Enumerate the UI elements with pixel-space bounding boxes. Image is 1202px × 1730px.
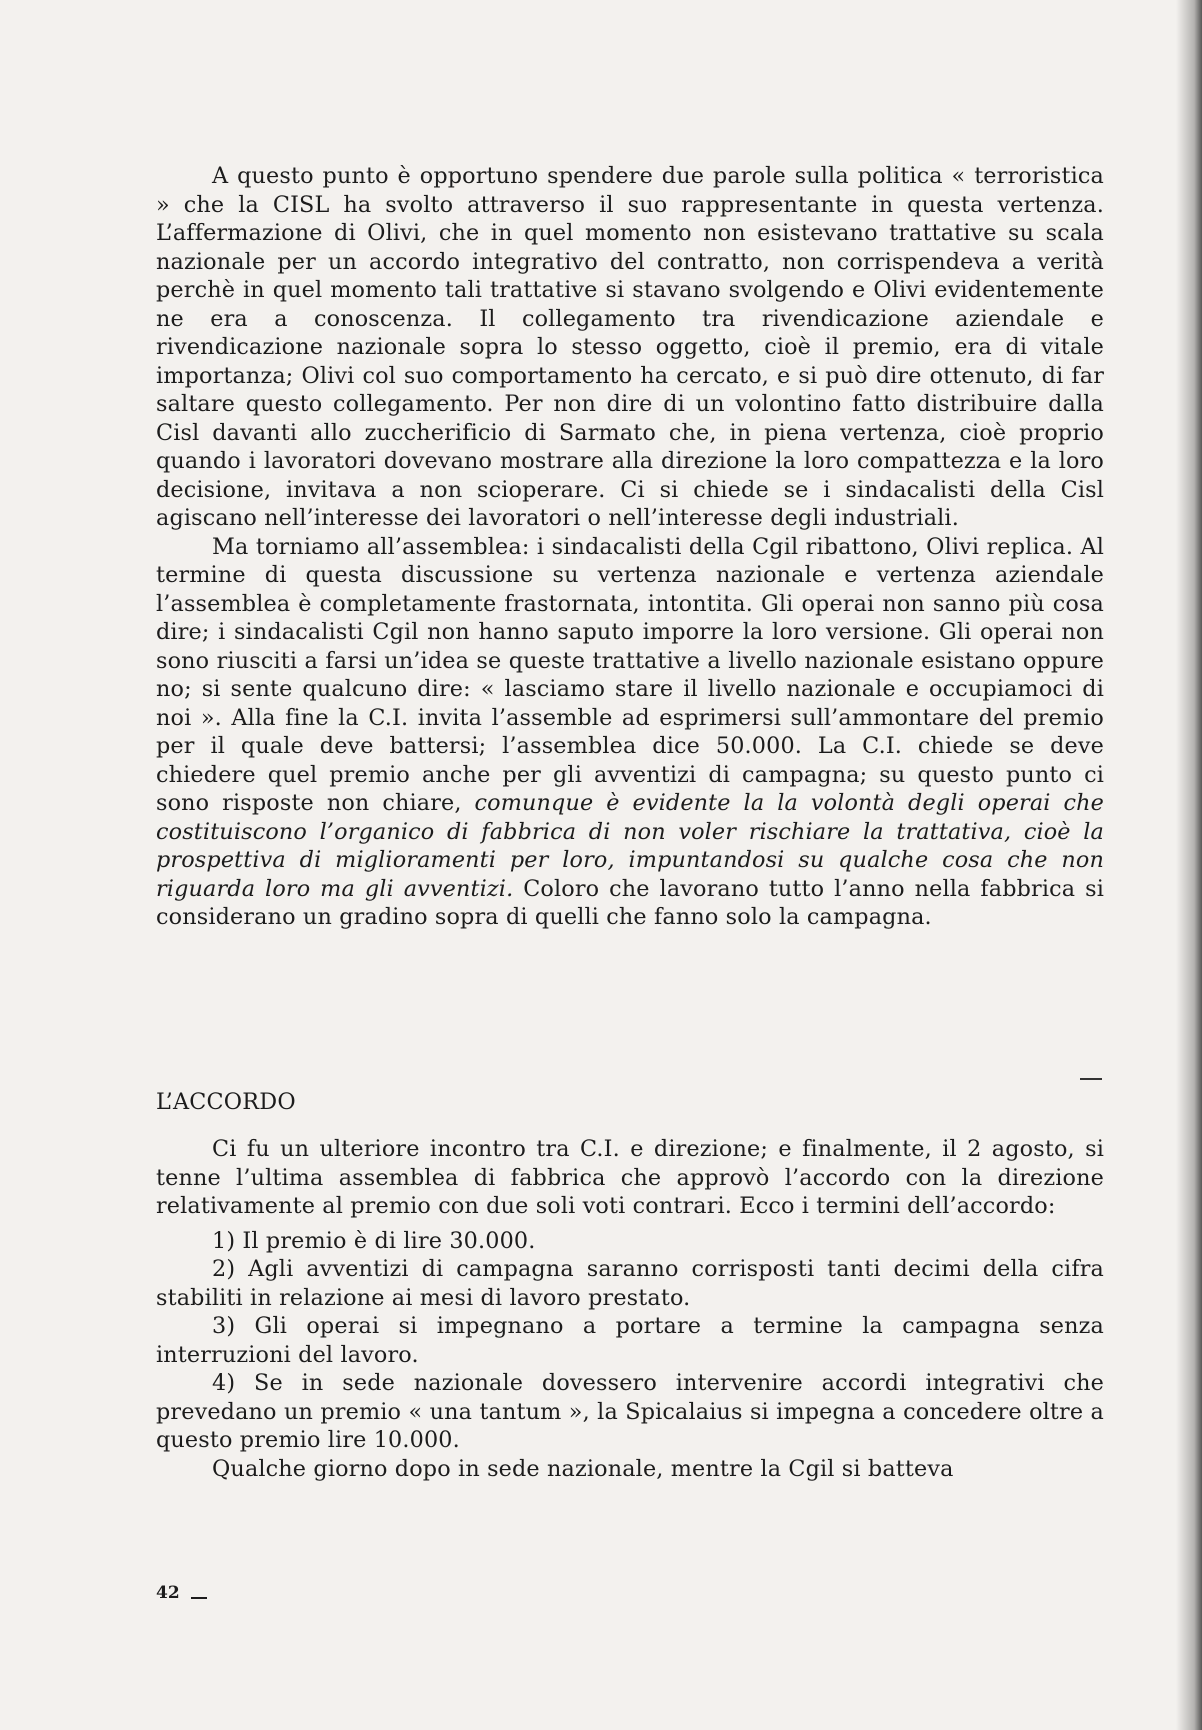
margin-dash bbox=[1080, 1078, 1102, 1080]
section-heading: L’ACCORDO bbox=[156, 1089, 296, 1115]
paragraph-assembly-text: Ma torniamo all’assemblea: i sindacalisti della Cgil ribattono, Olivi replica. Al termine di questa discussione su vertenza nazionale e vertenza aziendale l’assemblea è completamente frastornata, intontita. Gli operai non sanno più cosa dire; i sindacalisti Cgil non hanno saputo imporre la loro versione. Gli operai non sono riusciti a farsi un’idea se queste trattative a livello nazionale esistano oppure no; si sente qualcuno dire: « lasciamo stare il livello nazionale e occupiamoci di noi ». Alla fine la C.I. invita l’assemble ad esprimersi sull’ammontare del premio per il quale deve battersi; l’assemblea dice 50.000. La C.I. chiede se deve chiedere quel premio anche per gli avventizi di campagna; su questo punto ci sono risposte non chiare, bbox=[156, 533, 1104, 816]
page-edge-shadow bbox=[1176, 0, 1202, 1730]
agreement-item-2: 2) Agli avventizi di campagna saranno corrisposti tanti decimi della cifra stabiliti in relazione ai mesi di lavoro prestato. bbox=[156, 1256, 1104, 1311]
paragraph-assembly bbox=[156, 533, 1104, 932]
body-text-lower bbox=[156, 1135, 1104, 1483]
paragraph-assembly-italic: comunque è evidente la la volontà degli operai che costituiscono l’organico di fabbrica di non voler rischiare la trattativa, cioè la prospettiva di miglioramenti per loro, impuntandosi su qualche cosa che non riguarda loro ma gli avventizi. bbox=[156, 790, 1104, 902]
paragraph-agreement-intro: Ci fu un ulteriore incontro tra C.I. e direzione; e finalmente, il 2 agosto, si tenne l’ultima assemblea di fabbrica che approvò l’accordo con la direzione relativamente al premio con due soli voti contrari. Ecco i termini dell’accordo: bbox=[156, 1136, 1104, 1219]
agreement-item-4: 4) Se in sede nazionale dovessero intervenire accordi integrativi che prevedano un premio « una tantum », la Spicalaius si impegna a concedere oltre a questo premio lire 10.000. bbox=[156, 1370, 1104, 1453]
page-number: 42 bbox=[156, 1583, 180, 1603]
agreement-item-3: 3) Gli operai si impegnano a portare a termine la campagna senza interruzioni del lavoro. bbox=[156, 1313, 1104, 1368]
page-number-dash bbox=[191, 1597, 207, 1599]
paragraph-assembly-tail: Coloro che lavorano tutto l’anno nella fabbrica si considerano un gradino sopra di quelli che fanno solo la campagna. bbox=[156, 875, 1104, 930]
paragraph-final: Qualche giorno dopo in sede nazionale, mentre la Cgil si batteva bbox=[212, 1455, 954, 1482]
paragraph-cisl-politics: A questo punto è opportuno spendere due parole sulla politica « terroristica » che la CISL ha svolto attraverso il suo rappresentante in questa vertenza. L’affermazione di Olivi, che in quel momento non esistevano trattative su scala nazionale per un accordo integrativo del contratto, non corrispendeva a verità perchè in quel momento tali trattative si stavano svolgendo e Olivi evidentemente ne era a conoscenza. Il collegamento tra rivendicazione aziendale e rivendicazione nazionale sopra lo stesso oggetto, cioè il premio, era di vitale importanza; Olivi col suo comportamento ha cercato, e si può dire ottenuto, di far saltare questo collegamento. Per non dire di un volontino fatto distribuire dalla Cisl davanti allo zuccherificio di Sarmato che, in piena vertenza, cioè proprio quando i lavoratori dovevano mostrare alla direzione la loro compattezza e la loro decisione, invitava a non scioperare. Ci si chiede se i sindacalisti della Cisl agiscano nell’interesse dei lavoratori o nell’interesse degli industriali. bbox=[156, 163, 1104, 531]
agreement-item-1: 1) Il premio è di lire 30.000. bbox=[212, 1227, 536, 1254]
body-text-upper bbox=[156, 162, 1104, 932]
